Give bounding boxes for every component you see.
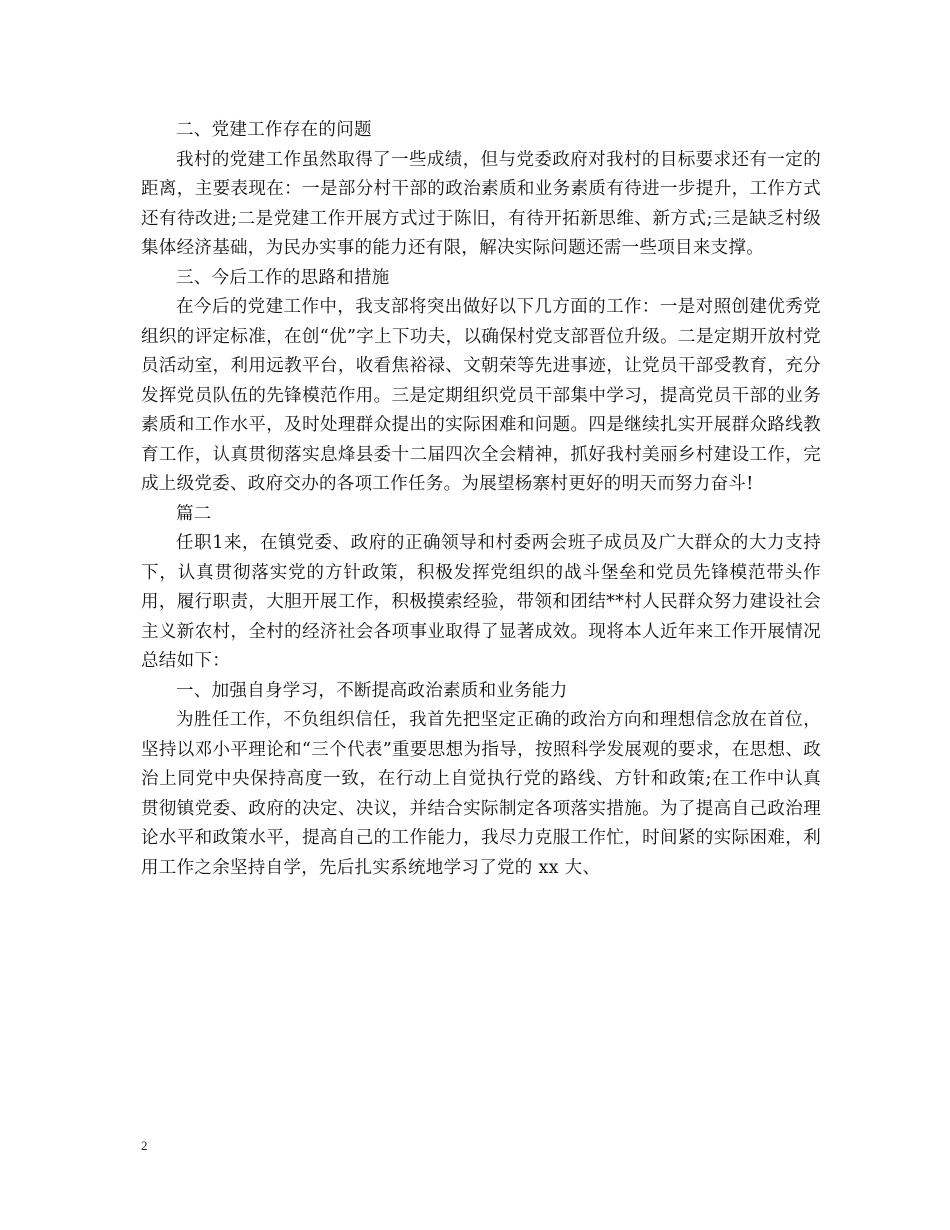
paragraph-problems: 我村的党建工作虽然取得了一些成绩，但与党委政府对我村的目标要求还有一定的距离，主要表现在：一是部分村干部的政治素质和业务素质有待进一步提升，工作方式还有待改进;二是党建工作开展方式过于陈旧，有待开拓新思维、新方式;三是缺乏村级集体经济基础，为民办实事的能力还有限，解决实际问题还需一些项目来支撑。 <box>141 149 821 258</box>
part-heading-two: 篇二 <box>176 503 212 524</box>
paragraph-self-study: 为胜任工作，不负组织信任，我首先把坚定正确的政治方向和理想信念放在首位，坚持以邓小平理论和“三个代表”重要思想为指导，按照科学发展观的要求，在思想、政治上同党中央保持高度一致，在行动上自觉执行党的路线、方针和政策;在工作中认真贯彻镇党委、政府的决定、决议，并结合实际制定各项落实措施。为了提高自己政治理论水平和政策水平，提高自己的工作能力，我尽力克服工作忙，时间紧的实际困难，利用工作之余坚持自学，先后扎实系统地学习了党的 xx 大、 <box>141 710 821 878</box>
document-body <box>141 116 821 883</box>
page-number: 2 <box>141 1138 148 1153</box>
paragraph-future-measures: 在今后的党建工作中，我支部将突出做好以下几方面的工作：一是对照创建优秀党组织的评定标准，在创“优”字上下功夫，以确保村党支部晋位升级。二是定期开放村党员活动室，利用远教平台，收看焦裕禄、文朝荣等先进事迹，让党员干部受教育，充分发挥党员队伍的先锋模范作用。三是定期组织党员干部集中学习，提高党员干部的业务素质和工作水平，及时处理群众提出的实际困难和问题。四是继续扎实开展群众路线教育工作，认真贯彻落实息烽县委十二届四次全会精神，抓好我村美丽乡村建设工作，完成上级党委、政府交办的各项工作任务。为展望杨寨村更好的明天而努力奋斗! <box>141 297 821 494</box>
section-heading-self-study: 一、加强自身学习，不断提高政治素质和业务能力 <box>176 680 568 701</box>
section-heading-problems: 二、党建工作存在的问题 <box>176 120 372 140</box>
section-heading-future-measures: 三、今后工作的思路和措施 <box>176 267 390 288</box>
paragraph-introduction: 任职1来，在镇党委、政府的正确领导和村委两会班子成员及广大群众的大力支持下，认真贯彻落实党的方针政策，积极发挥党组织的战斗堡垒和党员先锋模范带头作用，履行职责，大胆开展工作，积极摸索经验，带领和团结**村人民群众努力建设社会主义新农村，全村的经济社会各项事业取得了显著成效。现将本人近年来工作开展情况总结如下： <box>141 533 821 671</box>
